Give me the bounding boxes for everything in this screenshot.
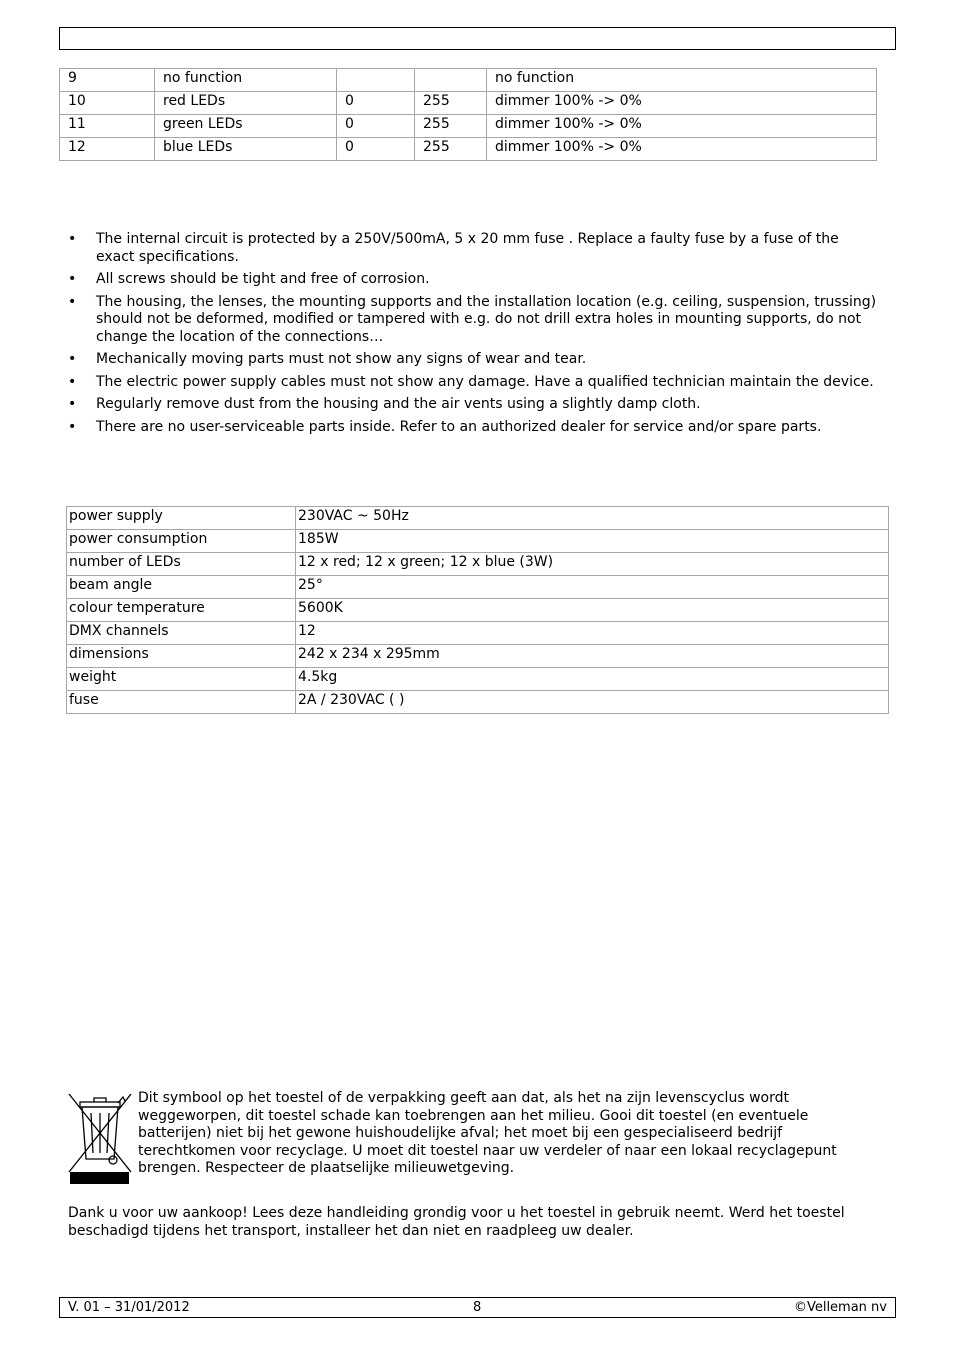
- dmx-cell-ch: 9: [60, 69, 155, 92]
- dmx-cell-min: [337, 69, 415, 92]
- list-item: • Mechanically moving parts must not show any signs of wear and tear.: [68, 351, 878, 369]
- thank-you-intro: Dank u voor uw aankoop! Lees deze handleiding grondig voor u het toestel in gebruik neemt. Werd het toestel beschadigd tijdens het transport, installeer het dan niet en raadpleeg uw dealer.: [68, 1205, 845, 1239]
- dmx-cell-max: 255: [415, 138, 487, 161]
- dmx-cell-min: 0: [337, 92, 415, 115]
- dmx-cell-function: red LEDs: [155, 92, 337, 115]
- spec-label: power supply: [67, 507, 296, 530]
- spec-label: DMX channels: [67, 622, 296, 645]
- weee-disposal-notice: Dit symbool op het toestel of de verpakking geeft aan dat, als het na zijn levenscyclus wordt weggeworpen, dit toestel schade kan toebrengen aan het milieu. Gooi dit toestel (en eventuele batterijen) niet bij het gewone huishoudelijke afval; het moet bij een gespecialiseerd bedrijf terechtkomen voor recyclage. U moet dit toestel naar uw verdeler of naar een lokaal recyclagepunt brengen. Respecteer de plaatselijke milieuwetgeving.: [138, 1090, 837, 1176]
- table-row: [67, 691, 889, 714]
- specifications-table: [66, 506, 889, 714]
- list-item: • There are no user-serviceable parts inside. Refer to an authorized dealer for service and/or spare parts.: [68, 419, 878, 437]
- dmx-cell-ch: 10: [60, 92, 155, 115]
- dmx-cell-desc: dimmer 100% -> 0%: [487, 92, 877, 115]
- dmx-cell-ch: 11: [60, 115, 155, 138]
- dmx-cell-function: blue LEDs: [155, 138, 337, 161]
- table-row: [67, 645, 889, 668]
- table-row: [60, 115, 877, 138]
- dmx-cell-min: 0: [337, 138, 415, 161]
- spec-label: power consumption: [67, 530, 296, 553]
- dmx-cell-min: 0: [337, 115, 415, 138]
- table-row: [67, 622, 889, 645]
- dmx-cell-function: green LEDs: [155, 115, 337, 138]
- page-header-box: [59, 27, 896, 50]
- spec-label: dimensions: [67, 645, 296, 668]
- spec-label: weight: [67, 668, 296, 691]
- table-row: [67, 576, 889, 599]
- spec-value: 12: [296, 622, 889, 645]
- list-item: • The electric power supply cables must not show any damage. Have a qualified technician maintain the device.: [68, 374, 878, 392]
- dmx-cell-desc: dimmer 100% -> 0%: [487, 138, 877, 161]
- footer-page-number: 8: [473, 1300, 482, 1315]
- maintenance-list: [68, 231, 878, 441]
- spec-value: 5600K: [296, 599, 889, 622]
- dmx-cell-ch: 12: [60, 138, 155, 161]
- weee-bin-icon: [68, 1093, 132, 1185]
- table-row: [67, 553, 889, 576]
- dmx-channel-table: [59, 68, 877, 161]
- table-row: [67, 668, 889, 691]
- footer-copyright: ©Velleman nv: [793, 1300, 887, 1315]
- page-footer: [59, 1297, 896, 1318]
- spec-value: 185W: [296, 530, 889, 553]
- spec-label: fuse: [67, 691, 296, 714]
- list-item: • Regularly remove dust from the housing and the air vents using a slightly damp cloth.: [68, 396, 878, 414]
- table-row: [60, 69, 877, 92]
- spec-value: 12 x red; 12 x green; 12 x blue (3W): [296, 553, 889, 576]
- dmx-cell-max: 255: [415, 115, 487, 138]
- list-item: • The internal circuit is protected by a 250V/500mA, 5 x 20 mm fuse . Replace a faulty fuse by a fuse of the exact specifications.: [68, 231, 878, 266]
- list-item: • All screws should be tight and free of corrosion.: [68, 271, 878, 289]
- spec-value: 242 x 234 x 295mm: [296, 645, 889, 668]
- spec-value: 2A / 230VAC ( ): [296, 691, 889, 714]
- table-row: [67, 507, 889, 530]
- spec-label: number of LEDs: [67, 553, 296, 576]
- spec-value: 230VAC ~ 50Hz: [296, 507, 889, 530]
- dmx-cell-function: no function: [155, 69, 337, 92]
- dmx-cell-desc: dimmer 100% -> 0%: [487, 115, 877, 138]
- table-row: [67, 530, 889, 553]
- table-row: [60, 138, 877, 161]
- footer-version: V. 01 – 31/01/2012: [68, 1300, 190, 1315]
- spec-value: 25°: [296, 576, 889, 599]
- list-item: • The housing, the lenses, the mounting supports and the installation location (e.g. ceiling, suspension, trussing) should not be deformed, modified or tampered with e.g. do not drill extra holes in mounting supports, do not change the location of the connections…: [68, 294, 878, 347]
- dmx-cell-max: [415, 69, 487, 92]
- dmx-cell-desc: no function: [487, 69, 877, 92]
- spec-label: colour temperature: [67, 599, 296, 622]
- spec-label: beam angle: [67, 576, 296, 599]
- table-row: [67, 599, 889, 622]
- dmx-cell-max: 255: [415, 92, 487, 115]
- table-row: [60, 92, 877, 115]
- spec-value: 4.5kg: [296, 668, 889, 691]
